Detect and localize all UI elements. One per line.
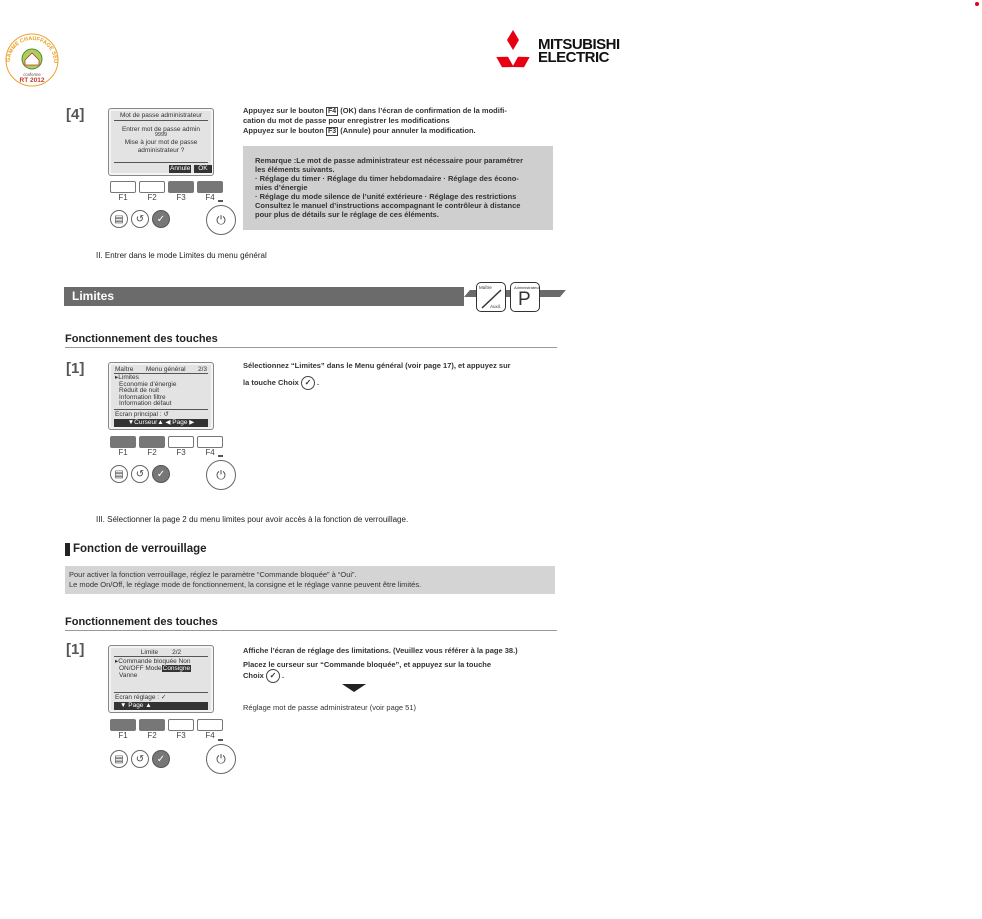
choix-check-icon: ✓ [266, 669, 280, 683]
f4-label: F4 [205, 448, 215, 457]
icon-letter: P [518, 289, 531, 310]
heading-rule [65, 347, 557, 348]
power-button-icon: ⏻ [206, 205, 236, 235]
brand-line1: MITSUBISHI [538, 36, 620, 53]
master-auxiliary-icon [476, 282, 506, 312]
f2-key [139, 181, 165, 193]
bottom-reference: Réglage mot de passe administrateur (voir page 51) [243, 703, 417, 712]
lcd-header-left: Maître [115, 366, 134, 373]
banner-title: Limites [72, 289, 115, 303]
mitsubishi-electric-logo [490, 28, 640, 78]
function-keys [110, 436, 223, 448]
lcd-line: Vanne [119, 672, 138, 679]
lcd-bar: ▼ Page ▲ [114, 702, 208, 710]
admin-password-note [243, 146, 553, 230]
down-arrow-icon [342, 684, 366, 692]
power-button-icon: ⏻ [206, 744, 236, 774]
lcd-title: Mot de passe administrateur [119, 112, 202, 119]
lcd-header-right: 2/3 [197, 366, 207, 373]
info-line: Le mode On/Off, le réglage mode de fonctionnement, la consigne et le réglage vanne peuvent être limités. [69, 580, 422, 589]
lcd-line: ON/OFF Mode [119, 665, 162, 672]
heading-rule [65, 630, 557, 631]
note-line: Consultez le manuel d’instructions accompagnant le contrôleur à distance [255, 201, 521, 210]
lcd-selected-value: Consigne [162, 665, 191, 672]
lcd-line: 9999 [154, 132, 168, 138]
f2-label: F2 [147, 731, 157, 740]
function-key-labels [110, 193, 223, 202]
check-button-icon: ✓ [152, 750, 170, 768]
lcd-line: Entrer mot de passe admin [121, 126, 201, 133]
back-button-icon: ↺ [131, 465, 149, 483]
f1-label: F1 [118, 448, 128, 457]
lcd-screen-limite [108, 645, 214, 713]
lcd-title-rule [114, 656, 208, 657]
function-keys [110, 181, 223, 193]
note-line: Remarque :Le mot de passe administrateur est nécessaire pour paramétrer [255, 156, 524, 165]
lcd-footer-rule [114, 409, 208, 410]
svg-text:GAMME CHAUFFAGE SEUL: GAMME CHAUFFAGE SEU [5, 35, 59, 64]
lcd-screen-menu [108, 362, 214, 430]
f3-key [168, 719, 194, 731]
f1-key [110, 719, 136, 731]
instr-text: Sélectionnez “Limites” dans le Menu général (voir page 17), et appuyez sur [243, 361, 511, 370]
lcd-menu-item: ▸Limites [115, 374, 139, 381]
lcd-footer-rule [114, 162, 208, 163]
f3-key [168, 181, 194, 193]
menu-button-icon: ▤ [110, 465, 128, 483]
instr-text: Affiche l’écran de réglage des limitations. (Veuillez vous référer à la page 38.) [243, 646, 518, 655]
lcd-title-rule [114, 120, 208, 121]
svg-text:conforme: conforme [23, 72, 41, 77]
function-key-labels [110, 448, 223, 457]
lcd-line: administrateur ? [137, 147, 185, 154]
f4-key-ref: F4 [327, 108, 337, 115]
lcd-footer-rule [114, 692, 208, 693]
icon-label: Administrateur [514, 285, 540, 290]
power-button-icon: ⏻ [206, 460, 236, 490]
heading-verrouillage: Fonction de verrouillage [73, 543, 207, 555]
three-diamonds-icon [490, 28, 536, 74]
lcd-header-mid: Limite [140, 649, 159, 656]
f4-label: F4 [205, 193, 215, 202]
note-line: les éléments suivants. [255, 165, 335, 174]
icon-label: Auxil. [490, 304, 502, 309]
caption-iii: III. Sélectionner la page 2 du menu limites pour avoir accès à la fonction de verrouillage. [96, 515, 409, 524]
note-line: pour plus de détails sur le réglage de ces éléments. [255, 210, 439, 219]
heading-touches: Fonctionnement des touches [65, 333, 218, 345]
check-button-icon: ✓ [152, 210, 170, 228]
f3-label: F3 [176, 193, 186, 202]
f2-key [139, 436, 165, 448]
function-key-labels [110, 731, 223, 740]
lcd-line: Mise à jour mot de passe [124, 139, 198, 146]
instr-text: (Annule) pour annuler la modification. [340, 125, 476, 135]
back-button-icon: ↺ [131, 750, 149, 768]
power-led [218, 739, 223, 741]
rt2012-badge-logo [4, 32, 60, 88]
lcd-menu-item: Information filtre [119, 393, 166, 401]
icon-label: Maître [479, 285, 492, 290]
lcd-header-mid: Menu général [145, 366, 186, 373]
choix-check-icon: ✓ [301, 376, 315, 390]
power-led [218, 200, 223, 202]
note-line: · Réglage du timer · Réglage du timer hebdomadaire · Réglage des écono- [255, 174, 519, 183]
instr-text: (OK) dans l’écran de confirmation de la modifi- [340, 106, 507, 115]
note-line: · Réglage du mode silence de l’unité extérieure · Réglage des restrictions [255, 192, 517, 201]
step-number: [4] [66, 106, 85, 123]
f4-key [197, 436, 223, 448]
f1-key [110, 181, 136, 193]
instr-text: la touche Choix [243, 377, 299, 387]
instr-text: Choix [243, 670, 264, 680]
lcd-menu-item: Economie d’énergie [119, 380, 177, 388]
instr-text: Appuyez sur le bouton [243, 125, 324, 135]
f2-key [139, 719, 165, 731]
lcd-footer: Ecran principal : ↺ [115, 411, 169, 418]
check-button-icon: ✓ [152, 465, 170, 483]
menu-button-icon: ▤ [110, 210, 128, 228]
lcd-menu-item: Réduit de nuit [119, 387, 160, 394]
step-number: [1] [66, 360, 85, 377]
function-keys [110, 719, 223, 731]
instr-text: cation du mot de passe pour enregistrer les modifications [243, 116, 450, 125]
lcd-footer: Ecran réglage : ✓ [115, 694, 167, 701]
power-led [218, 455, 223, 457]
lcd-screen-password [108, 108, 214, 176]
lcd-header-right: 2/2 [172, 649, 182, 656]
svg-text:RT 2012: RT 2012 [19, 77, 45, 84]
lcd-menu-item: Information défaut [119, 400, 172, 407]
instr-text: Appuyez sur le bouton [243, 106, 324, 115]
heading-touches: Fonctionnement des touches [65, 616, 218, 628]
instruction-block: Affiche l’écran de réglage des limitations. (Veuillez vous référer à la page 38.) Placez le curseur sur “Commande bloquée”, et appuyez sur la touche Choix ✓ . [243, 646, 555, 683]
f1-key [110, 436, 136, 448]
f4-key [197, 181, 223, 193]
administrator-icon [510, 282, 540, 312]
instruction-block: Sélectionnez “Limites” dans le Menu général (voir page 17), et appuyez sur la touche Choix ✓ . [243, 361, 555, 390]
red-dot-mark [975, 2, 979, 6]
lcd-cancel-label: Annule [170, 165, 191, 172]
lcd-ok-label: OK [194, 165, 211, 173]
f1-label: F1 [118, 731, 128, 740]
f3-key [168, 436, 194, 448]
f3-key-ref: F3 [327, 127, 337, 135]
info-line: Pour activer la fonction verrouillage, réglez le paramètre “Commande bloquée” à “Oui”. [69, 570, 357, 579]
caption-ii: II. Entrer dans le mode Limites du menu général [96, 251, 267, 260]
lcd-bar: ▼Curseur▲ ◀ Page ▶ [114, 419, 208, 427]
f4-label: F4 [205, 731, 215, 740]
f4-key [197, 719, 223, 731]
menu-button-icon: ▤ [110, 750, 128, 768]
f3-label: F3 [176, 731, 186, 740]
lcd-line: ▸Commande bloquée Non [115, 658, 191, 665]
note-line: mies d’énergie [255, 183, 308, 192]
instr-text: Placez le curseur sur “Commande bloquée”, et appuyez sur la touche [243, 659, 491, 669]
brand-line2: ELECTRIC [538, 49, 609, 66]
f1-label: F1 [118, 193, 128, 202]
limites-banner [64, 287, 464, 306]
f2-label: F2 [147, 448, 157, 457]
verrouillage-info-box [65, 566, 555, 594]
slash-mark [477, 283, 507, 313]
step-number: [1] [66, 641, 85, 658]
f2-label: F2 [147, 193, 157, 202]
instruction-block [243, 106, 555, 136]
heading-marker [65, 543, 70, 556]
f3-label: F3 [176, 448, 186, 457]
back-button-icon: ↺ [131, 210, 149, 228]
